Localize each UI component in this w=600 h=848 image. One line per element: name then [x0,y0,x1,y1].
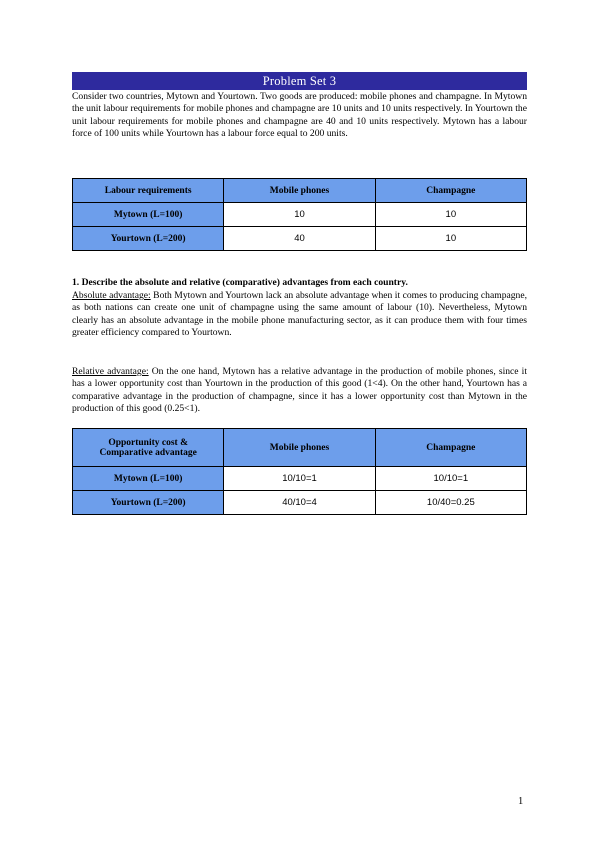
table1-cell-champagne: 10 [375,227,526,251]
table-row [73,467,527,491]
table2-cell-champagne: 10/10=1 [375,467,526,491]
table2-header-line2: Comparative advantage [99,447,197,458]
table1-cell-mobile: 40 [224,227,375,251]
table1-header-mobile: Mobile phones [224,179,375,203]
table-row [73,227,527,251]
intro-paragraph: Consider two countries, Mytown and Yourtown. Two goods are produced: mobile phones and champagne. In Mytown the unit labour requirements for mobile phones and champagne are 10 units and 10 units respectively. In Yourtown the unit labour requirements for mobile phones and champagne are 40 and 10 units respectively. Mytown has a labour force of 100 units while Yourtown has a labour force equal to 200 units. [72,91,527,139]
table2-header-mobile: Mobile phones [224,429,375,467]
page-title: Problem Set 3 [72,72,527,90]
absolute-advantage-paragraph [72,290,527,339]
table-row [73,491,527,515]
absolute-advantage-label: Absolute advantage: [72,290,151,301]
table2-cell-mobile: 40/10=4 [224,491,375,515]
table2-cell-mobile: 10/10=1 [224,467,375,491]
relative-advantage-label: Relative advantage: [72,366,149,377]
table2-header-champagne: Champagne [375,429,526,467]
absolute-advantage-text: Both Mytown and Yourtown lack an absolute advantage when it comes to producing champagne, as both nations can create one unit of champagne using the same amount of labour (10). Nevertheless, Mytown clearly has an absolute advantage in the mobile phone manufacturing sector, as it can produce them with four times greater efficiency compared to Yourtown. [72,290,527,338]
relative-advantage-paragraph [72,366,527,415]
table1-row-country: Mytown (L=100) [73,203,224,227]
table1-cell-champagne: 10 [375,203,526,227]
table1-cell-mobile: 10 [224,203,375,227]
table2-row-country: Yourtown (L=200) [73,491,224,515]
table2-cell-champagne: 10/40=0.25 [375,491,526,515]
table2-row-country: Mytown (L=100) [73,467,224,491]
table2-header-line1: Opportunity cost & [108,437,189,448]
question-heading: 1. Describe the absolute and relative (comparative) advantages from each country. [72,277,408,288]
opportunity-cost-table [72,428,527,515]
table-row [73,203,527,227]
labour-requirements-table [72,178,527,251]
page-number: 1 [518,796,524,807]
relative-advantage-text: On the one hand, Mytown has a relative advantage in the production of mobile phones, since it has a lower opportunity cost than Yourtown in the production of this good (1<4). On the other hand, Yourtown has a comparative advantage in the production of champagne, since it has a lower opportunity cost than Mytown in the production of this good (0.25<1). [72,366,527,414]
table1-row-country: Yourtown (L=200) [73,227,224,251]
table1-header-labour: Labour requirements [73,179,224,203]
table2-header-opportunity [73,429,224,467]
table1-header-champagne: Champagne [375,179,526,203]
page-content [72,72,527,508]
